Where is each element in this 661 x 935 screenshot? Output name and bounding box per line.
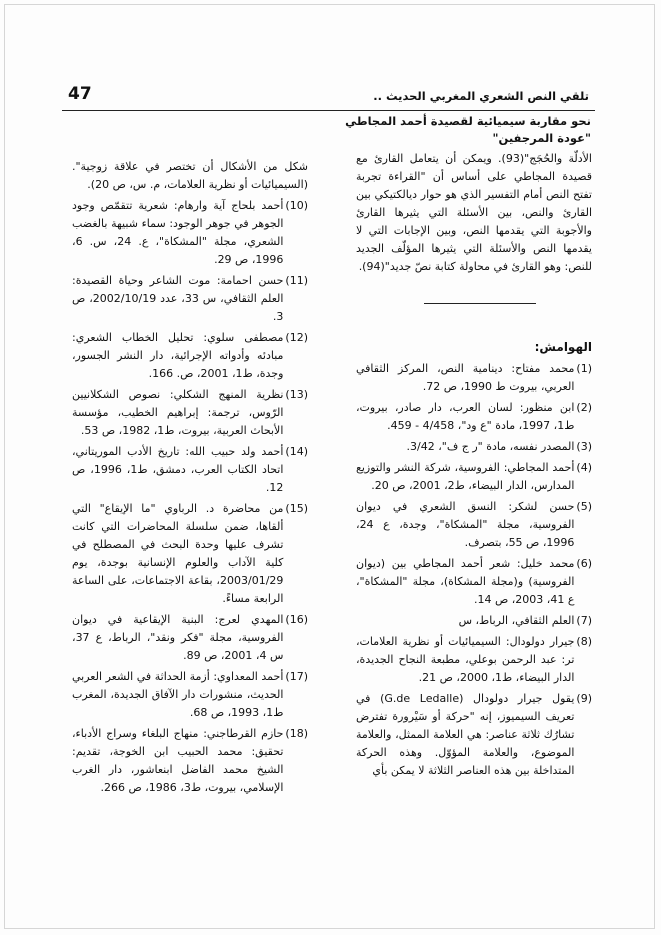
footnote-text: المصدر نفسه، مادة "ر ج ف"، 3/42. bbox=[406, 440, 575, 453]
footnote-text: أحمد بلحاج آية وارهام: شعرية تتقمّص وجود الجوهر في جوهر الوجود: سماء شبيهة بالغضب الشعري، مجلة "المشكاة"، ع. 24، س. 6، 1996، ص 29. bbox=[72, 199, 284, 266]
header-divider bbox=[62, 110, 595, 111]
footnote-number: (12) bbox=[285, 331, 308, 344]
footnote-item bbox=[356, 633, 592, 687]
footnote-text: حسن احمامة: موت الشاعر وحياة القصيدة: العلم الثقافي، س 33، عدد 2002/10/19، ص 3. bbox=[72, 274, 284, 323]
footnote-text: العلم الثقافي، الرباط، س bbox=[458, 614, 575, 627]
footnote-item bbox=[356, 690, 592, 780]
footnote-item bbox=[72, 272, 308, 326]
footnote-text: محمد خليل: شعر أحمد المجاطي بين (ديوان الفروسية) و(مجلة المشكاة)، مجلة "المشكاة"، ع 41، 2003، ص 14. bbox=[356, 557, 575, 606]
notes-list-right bbox=[356, 360, 592, 780]
article-subtitle: نحو مقاربة سيميائية لقصيدة أحمد المجاطي bbox=[345, 114, 591, 128]
footnote-item bbox=[72, 611, 308, 665]
footnote-number: (8) bbox=[576, 635, 592, 648]
footnote-item bbox=[356, 498, 592, 552]
footnote-item bbox=[356, 438, 592, 456]
page-number: 47 bbox=[68, 84, 92, 104]
poem-title: "عودة المرجفين" bbox=[492, 131, 591, 145]
body-paragraph: الأدلّة والحُجَج"(93). ويمكن أن يتعامل القارئ مع قصيدة المجاطي على أساس أن "القراءة تجربة تفتح النص أمام التفسير الذي هو حوار ديالكتيكي بين القارئ والنص، بين الأسئلة التي يثيرها القارئ والأجوبة التي يقدمها النص، وبين الإجابات التي لا يقدمها النص والأسئلة التي يثيرها المؤلّف الجديد للنص: وهو القارئ في محاولة كتابة نصّ جديد"(94). bbox=[356, 152, 592, 273]
footnote-number: (16) bbox=[285, 613, 308, 626]
footnote-text: حسن لشكر: النسق الشعري في ديوان الفروسية، مجلة "المشكاة"، وجدة، ع 24، 1996، ص 55، بتصرف. bbox=[356, 500, 575, 549]
left-column bbox=[72, 158, 308, 800]
footnote-number: (2) bbox=[576, 401, 592, 414]
footnote-number: (9) bbox=[576, 692, 592, 705]
footnote-text: أحمد المعداوي: أزمة الحداثة في الشعر العربي الحديث، منشورات دار الآفاق الجديدة، المغرب ط1، 1993، ص 68. bbox=[72, 670, 284, 719]
footnote-item bbox=[356, 555, 592, 609]
footnote-text: أحمد ولد حبيب الله: تاريخ الأدب الموريتاني، اتحاد الكتاب العرب، دمشق، ط1، 1996، ص 12. bbox=[72, 445, 284, 494]
footnote-item bbox=[72, 158, 308, 194]
right-column bbox=[356, 150, 592, 783]
footnote-item bbox=[356, 360, 592, 396]
footnote-number: (4) bbox=[576, 461, 592, 474]
footnote-item bbox=[356, 612, 592, 630]
footnote-text: جيرار دولودال: السيميائيات أو نظرية العلامات، تر: عبد الرحمن بوعلي، مطبعة النجاح الجديدة، الدار البيضاء، ط1، 2000، ص 21. bbox=[356, 635, 575, 684]
footnote-number: (15) bbox=[285, 502, 308, 515]
footnote-number: (1) bbox=[576, 362, 592, 375]
footnote-number: (6) bbox=[576, 557, 592, 570]
running-title: تلقي النص الشعري المغربي الحديث .. bbox=[373, 89, 589, 103]
footnote-item bbox=[72, 386, 308, 440]
footnote-text: محمد مفتاح: دينامية النص، المركز الثقافي العربي، بيروت ط 1990، ص 72. bbox=[356, 362, 575, 393]
footnote-item bbox=[72, 500, 308, 608]
footnote-text: من محاضرة د. الرباوي "ما الإيقاع" التي ألقاها، ضمن سلسلة المحاضرات التي كانت تشرف عليها وحدة البحث في المصطلح في كلية الآداب والعلوم الإنسانية بوجدة، يوم 2003/01/29، بقاعة الاجتماعات، على الساعة الرابعة مساءً. bbox=[72, 502, 284, 605]
footnote-text: ابن منظور: لسان العرب، دار صادر، بيروت، ط1، 1997، مادة "ع ود"، 4/458 - 459. bbox=[356, 401, 575, 432]
footnote-item bbox=[356, 459, 592, 495]
footnote-item bbox=[72, 725, 308, 797]
footnote-number: (5) bbox=[576, 500, 592, 513]
notes-heading: الهوامش: bbox=[534, 340, 592, 354]
notes-list-left bbox=[72, 158, 308, 797]
footnote-number: (17) bbox=[285, 670, 308, 683]
footnote-number: (11) bbox=[285, 274, 308, 287]
footnote-text: يقول جيرار دولودال (G.de Ledalle) في تعريف السيميوز، إنه "حركة أو سَيْرورة تفترض تشارُك ثلاثة عناصر: هي العلامة الممثل، والعلامة الموضوع، والعلامة المؤوّل. وهذه الحركة المتداخلة بين هذه العناصر الثلاثة لا يمكن بأي bbox=[356, 692, 575, 777]
footnote-text: نظرية المنهج الشكلي: نصوص الشكلانيين الرّوس، ترجمة: إبراهيم الخطيب، مؤسسة الأبحاث العربية، بيروت، ط1، 1982، ص 53. bbox=[72, 388, 284, 437]
footnote-item bbox=[72, 443, 308, 497]
footnote-number: (3) bbox=[576, 440, 592, 453]
footnote-separator bbox=[424, 303, 536, 304]
footnote-number: (13) bbox=[285, 388, 308, 401]
footnote-item bbox=[356, 399, 592, 435]
footnote-number: (7) bbox=[576, 614, 592, 627]
footnote-number: (10) bbox=[285, 199, 308, 212]
footnote-text: أحمد المجاطي: الفروسية، شركة النشر والتوزيع المدارس، الدار البيضاء، ط2، 2001، ص 20. bbox=[356, 461, 575, 492]
footnote-number: (18) bbox=[285, 727, 308, 740]
footnote-item bbox=[72, 329, 308, 383]
footnote-text: حازم القرطاجني: منهاج البلغاء وسراج الأدباء، تحقيق: محمد الحبيب ابن الخوجة، تقديم: الشيخ محمد الفاضل ابنعاشور، دار الغرب الإسلامي، بيروت، ط3، 1986، ص 266. bbox=[72, 727, 284, 794]
footnote-text: شكل من الأشكال أن تختصر في علاقة زوجية". (السيميائيات أو نظرية العلامات، م. س، ص 20). bbox=[72, 160, 308, 191]
footnote-item bbox=[72, 668, 308, 722]
footnote-text: المهدي لعرج: البنية الإيقاعية في ديوان الفروسية، مجلة "فكر ونقد"، الرباط، ع 37، س 4، 2001، ص 89. bbox=[72, 613, 284, 662]
footnote-text: مصطفى سلوي: تحليل الخطاب الشعري: مبادئه وأدواته الإجرائية، دار النشر الجسور، وجدة، ط1، 2001، ص. 166. bbox=[72, 331, 284, 380]
footnote-number: (14) bbox=[285, 445, 308, 458]
footnote-item bbox=[72, 197, 308, 269]
